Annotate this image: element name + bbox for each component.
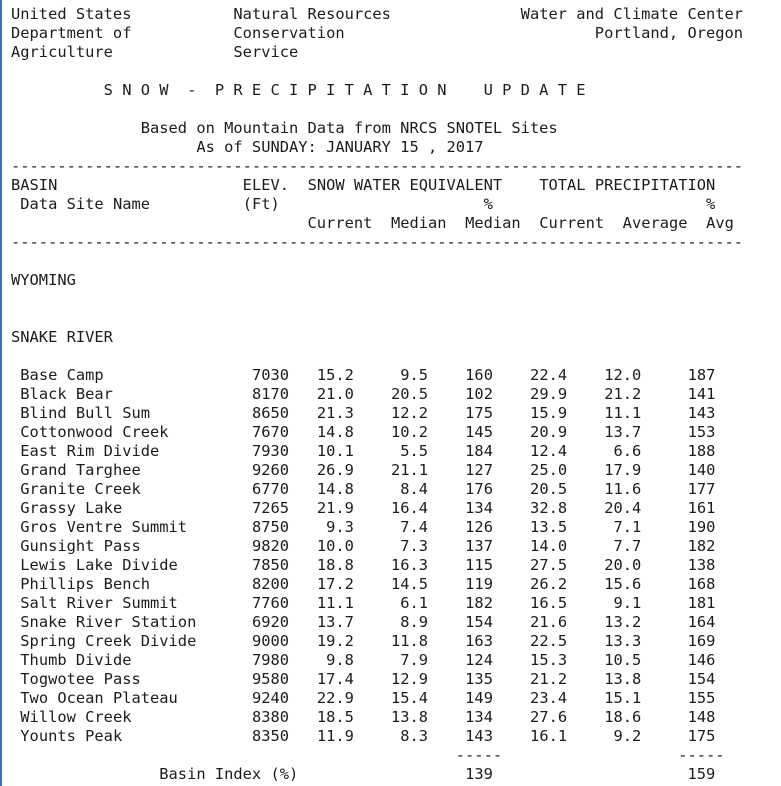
- site-name: Grand Targhee: [20, 461, 141, 479]
- swe-median: 7.9: [400, 651, 429, 669]
- col-prec-pct-avg: Avg: [706, 214, 734, 232]
- site-name: Snake River Station: [20, 613, 197, 631]
- blank-line: [11, 62, 743, 81]
- col-prec-pct: %: [706, 195, 716, 213]
- state-name: WYOMING: [11, 271, 76, 289]
- prec-pct-avg: 188: [687, 442, 716, 460]
- site-elev: 8380: [251, 708, 290, 726]
- site-elev: 8200: [251, 575, 290, 593]
- site-elev: 8750: [251, 518, 290, 536]
- prec-average: 7.1: [613, 518, 642, 536]
- site-name: Two Ocean Plateau: [20, 689, 178, 707]
- swe-pct-median: 145: [465, 423, 493, 441]
- prec-current: 21.6: [530, 613, 568, 631]
- col-swe: SNOW WATER EQUIVALENT: [307, 176, 503, 194]
- prec-pct-avg: 177: [687, 480, 716, 498]
- prec-current: 16.1: [530, 727, 568, 745]
- col-swe-current: Current: [307, 214, 373, 232]
- column-header-1: [11, 176, 743, 195]
- swe-median: 16.4: [391, 499, 429, 517]
- swe-median: 8.3: [400, 727, 429, 745]
- site-name: Togwotee Pass: [20, 670, 141, 688]
- swe-median: 6.1: [400, 594, 429, 612]
- swe-current: 10.1: [316, 442, 354, 460]
- swe-median: 20.5: [391, 385, 429, 403]
- swe-pct-median: 182: [465, 594, 493, 612]
- swe-current: 11.9: [316, 727, 354, 745]
- snow-precipitation-report: [11, 5, 743, 784]
- basin-index-label: Basin Index (%): [159, 765, 299, 783]
- prec-current: 12.4: [530, 442, 568, 460]
- prec-current: 27.6: [530, 708, 568, 726]
- prec-current: 15.9: [530, 404, 568, 422]
- col-prec-current: Current: [539, 214, 605, 232]
- prec-average: 18.6: [604, 708, 642, 726]
- swe-pct-median: 160: [465, 366, 493, 384]
- header-line-2: [11, 24, 743, 43]
- site-elev: 9000: [251, 632, 290, 650]
- swe-pct-median: 154: [465, 613, 493, 631]
- site-name: Blind Bull Sum: [20, 404, 151, 422]
- site-row: [11, 632, 743, 651]
- prec-current: 21.2: [530, 670, 568, 688]
- column-header-3: [11, 214, 743, 233]
- site-name: Phillips Bench: [20, 575, 151, 593]
- top-rule: -------------------------------------------------------------------------------: [11, 157, 744, 175]
- col-swe-pct-median: Median: [465, 214, 521, 232]
- swe-current: 9.3: [326, 518, 354, 536]
- site-elev: 9820: [251, 537, 290, 555]
- site-row: [11, 613, 743, 632]
- site-name: Gros Ventre Summit: [20, 518, 188, 536]
- site-name: Salt River Summit: [20, 594, 178, 612]
- prec-current: 14.0: [530, 537, 568, 555]
- swe-median: 12.2: [391, 404, 429, 422]
- prec-pct-avg: 169: [687, 632, 716, 650]
- swe-current: 18.8: [316, 556, 354, 574]
- subtitle-line-1: [11, 119, 743, 138]
- prec-current: 25.0: [530, 461, 568, 479]
- prec-average: 11.6: [604, 480, 642, 498]
- prec-pct-avg: 190: [687, 518, 716, 536]
- header-line-3: [11, 43, 743, 62]
- site-elev: 7980: [251, 651, 290, 669]
- prec-current: 29.9: [530, 385, 568, 403]
- site-name: East Rim Divide: [20, 442, 160, 460]
- prec-average: 12.0: [604, 366, 642, 384]
- site-elev: 6770: [251, 480, 290, 498]
- col-total-precip: TOTAL PRECIPITATION: [539, 176, 716, 194]
- site-name: Willow Creek: [20, 708, 132, 726]
- swe-index-rule: -----: [455, 746, 503, 764]
- site-elev: 8170: [251, 385, 290, 403]
- swe-median: 8.4: [400, 480, 429, 498]
- site-elev: 7930: [251, 442, 290, 460]
- col-elev: ELEV.: [242, 176, 290, 194]
- prec-average: 11.1: [604, 404, 642, 422]
- swe-current: 11.1: [316, 594, 354, 612]
- site-row: [11, 651, 743, 670]
- site-elev: 7030: [251, 366, 290, 384]
- prec-average: 9.2: [613, 727, 642, 745]
- basin-index-line: [11, 765, 743, 784]
- title-line: [11, 81, 743, 100]
- site-name: Black Bear: [20, 385, 113, 403]
- site-row: [11, 537, 743, 556]
- prec-pct-avg: 138: [687, 556, 716, 574]
- swe-current: 21.0: [316, 385, 354, 403]
- swe-current: 9.8: [326, 651, 354, 669]
- site-row: [11, 480, 743, 499]
- swe-median: 5.5: [400, 442, 429, 460]
- report-subtitle: Based on Mountain Data from NRCS SNOTEL Sites: [140, 119, 558, 137]
- site-row: [11, 366, 743, 385]
- swe-median: 10.2: [391, 423, 429, 441]
- swe-pct-median: 134: [465, 708, 493, 726]
- prec-pct-avg: 148: [687, 708, 716, 726]
- header-rule: -------------------------------------------------------------------------------: [11, 233, 744, 251]
- prec-pct-avg: 164: [687, 613, 716, 631]
- swe-median: 8.9: [400, 613, 429, 631]
- site-row: [11, 575, 743, 594]
- swe-median: 12.9: [391, 670, 429, 688]
- site-name: Spring Creek Divide: [20, 632, 197, 650]
- col-prec-average: Average: [622, 214, 688, 232]
- prec-average: 17.9: [604, 461, 642, 479]
- swe-pct-median: 102: [465, 385, 493, 403]
- report-title: S N O W - P R E C I P I T A T I O N U P D A T E: [103, 81, 586, 99]
- swe-current: 26.9: [316, 461, 354, 479]
- prec-current: 26.2: [530, 575, 568, 593]
- site-elev: 7850: [251, 556, 290, 574]
- agency-middle: Natural Resources: [233, 5, 391, 23]
- basin-line: [11, 328, 743, 347]
- swe-pct-median: 119: [465, 575, 493, 593]
- prec-current: 20.9: [530, 423, 568, 441]
- site-row: [11, 385, 743, 404]
- state-line: [11, 271, 743, 290]
- site-row: [11, 708, 743, 727]
- prec-average: 13.8: [604, 670, 642, 688]
- prec-index-rule: -----: [678, 746, 725, 764]
- swe-pct-median: 124: [465, 651, 493, 669]
- prec-pct-avg: 154: [687, 670, 716, 688]
- swe-pct-median: 143: [465, 727, 493, 745]
- site-elev: 8350: [251, 727, 290, 745]
- prec-average: 20.0: [604, 556, 642, 574]
- index-rule-line: [11, 746, 743, 765]
- col-swe-median: Median: [390, 214, 447, 232]
- swe-pct-median: 134: [465, 499, 493, 517]
- agency-left: United States: [11, 5, 132, 23]
- blank-line: [11, 100, 743, 119]
- prec-average: 15.6: [604, 575, 642, 593]
- swe-pct-median: 149: [465, 689, 493, 707]
- prec-current: 13.5: [530, 518, 568, 536]
- swe-pct-median: 163: [465, 632, 493, 650]
- column-header-2: [11, 195, 743, 214]
- prec-current: 22.4: [530, 366, 568, 384]
- col-site-name: Data Site Name: [20, 195, 151, 213]
- agency-middle: Service: [233, 43, 299, 61]
- agency-right: Portland, Oregon: [594, 24, 744, 42]
- site-row: [11, 442, 743, 461]
- blank-line: [11, 290, 743, 309]
- swe-current: 17.2: [316, 575, 354, 593]
- swe-median: 7.3: [400, 537, 429, 555]
- swe-median: 9.5: [400, 366, 429, 384]
- prec-pct-avg: 153: [687, 423, 716, 441]
- basin-index-prec: 159: [687, 765, 716, 783]
- swe-pct-median: 184: [465, 442, 493, 460]
- site-elev: 6920: [251, 613, 290, 631]
- swe-current: 10.0: [316, 537, 354, 555]
- prec-current: 22.5: [530, 632, 568, 650]
- swe-current: 21.3: [316, 404, 354, 422]
- prec-average: 13.7: [604, 423, 642, 441]
- site-row: [11, 518, 743, 537]
- prec-average: 20.4: [604, 499, 642, 517]
- swe-median: 15.4: [391, 689, 429, 707]
- swe-median: 21.1: [391, 461, 429, 479]
- swe-current: 14.8: [316, 423, 354, 441]
- site-elev: 9580: [251, 670, 290, 688]
- site-name: Younts Peak: [20, 727, 123, 745]
- basin-name: SNAKE RIVER: [11, 328, 113, 346]
- swe-pct-median: 137: [465, 537, 493, 555]
- prec-average: 9.1: [613, 594, 642, 612]
- blank-line: [11, 309, 743, 328]
- prec-average: 7.7: [613, 537, 642, 555]
- site-row: [11, 670, 743, 689]
- prec-current: 16.5: [530, 594, 568, 612]
- prec-current: 20.5: [530, 480, 568, 498]
- basin-index-swe: 139: [465, 765, 493, 783]
- prec-pct-avg: 140: [687, 461, 716, 479]
- site-name: Thumb Divide: [20, 651, 132, 669]
- site-row: [11, 404, 743, 423]
- prec-average: 10.5: [604, 651, 642, 669]
- swe-pct-median: 175: [465, 404, 493, 422]
- blank-line: [11, 252, 743, 271]
- swe-pct-median: 115: [465, 556, 493, 574]
- swe-current: 14.8: [316, 480, 354, 498]
- swe-median: 7.4: [400, 518, 429, 536]
- site-elev: 9260: [251, 461, 290, 479]
- site-row: [11, 423, 743, 442]
- swe-current: 19.2: [316, 632, 354, 650]
- site-elev: 8650: [251, 404, 290, 422]
- swe-current: 18.5: [316, 708, 354, 726]
- prec-current: 23.4: [530, 689, 568, 707]
- site-name: Base Camp: [20, 366, 104, 384]
- agency-middle: Conservation: [233, 24, 345, 42]
- swe-median: 16.3: [391, 556, 429, 574]
- blank-line: [11, 347, 743, 366]
- prec-pct-avg: 143: [687, 404, 716, 422]
- site-name: Granite Creek: [20, 480, 141, 498]
- agency-left: Agriculture: [11, 43, 113, 61]
- prec-pct-avg: 141: [687, 385, 716, 403]
- subtitle-line-2: [11, 138, 743, 157]
- swe-current: 15.2: [316, 366, 354, 384]
- site-name: Grassy Lake: [20, 499, 123, 517]
- swe-pct-median: 127: [465, 461, 493, 479]
- prec-average: 15.1: [604, 689, 642, 707]
- prec-pct-avg: 146: [687, 651, 716, 669]
- site-row: [11, 689, 743, 708]
- prec-current: 32.8: [530, 499, 568, 517]
- prec-pct-avg: 181: [687, 594, 716, 612]
- swe-current: 21.9: [316, 499, 354, 517]
- swe-median: 11.8: [391, 632, 429, 650]
- prec-pct-avg: 175: [687, 727, 716, 745]
- site-row: [11, 594, 743, 613]
- site-elev: 7670: [251, 423, 290, 441]
- site-elev: 7760: [251, 594, 290, 612]
- report-date: As of SUNDAY: JANUARY 15 , 2017: [196, 138, 484, 156]
- site-elev: 7265: [251, 499, 290, 517]
- agency-left: Department of: [11, 24, 132, 42]
- swe-pct-median: 176: [465, 480, 493, 498]
- col-elev-unit: (Ft): [242, 195, 280, 213]
- swe-current: 13.7: [316, 613, 354, 631]
- swe-median: 14.5: [391, 575, 429, 593]
- prec-pct-avg: 161: [687, 499, 716, 517]
- swe-median: 13.8: [391, 708, 429, 726]
- site-row: [11, 727, 743, 746]
- header-line-1: [11, 5, 743, 24]
- site-elev: 9240: [251, 689, 290, 707]
- site-name: Gunsight Pass: [20, 537, 141, 555]
- site-row: [11, 556, 743, 575]
- swe-current: 17.4: [316, 670, 354, 688]
- site-name: Lewis Lake Divide: [20, 556, 178, 574]
- prec-pct-avg: 182: [687, 537, 716, 555]
- prec-pct-avg: 155: [687, 689, 716, 707]
- prec-average: 21.2: [604, 385, 642, 403]
- prec-current: 15.3: [530, 651, 568, 669]
- prec-average: 13.2: [604, 613, 642, 631]
- site-row: [11, 499, 743, 518]
- prec-average: 13.3: [604, 632, 642, 650]
- prec-average: 6.6: [613, 442, 642, 460]
- swe-pct-median: 126: [465, 518, 493, 536]
- prec-current: 27.5: [530, 556, 568, 574]
- col-basin: BASIN: [11, 176, 58, 194]
- site-name: Cottonwood Creek: [20, 423, 169, 441]
- prec-pct-avg: 168: [687, 575, 716, 593]
- swe-current: 22.9: [316, 689, 354, 707]
- col-swe-pct: %: [483, 195, 493, 213]
- swe-pct-median: 135: [465, 670, 493, 688]
- site-row: [11, 461, 743, 480]
- agency-right: Water and Climate Center: [520, 5, 744, 23]
- prec-pct-avg: 187: [687, 366, 716, 384]
